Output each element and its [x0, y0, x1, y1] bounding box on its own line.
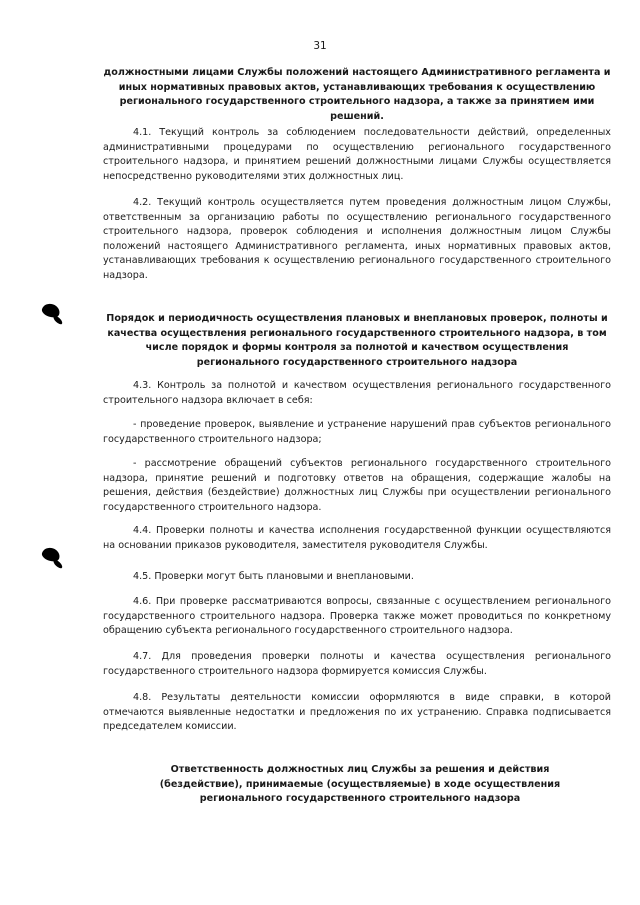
paragraph-4-5: 4.5. Проверки могут быть плановыми и внеплановыми.: [133, 571, 414, 582]
page-number: 31: [313, 40, 327, 52]
paragraph-4-8: 4.8. Результаты деятельности комиссии оформляются в виде справки, в которой отмечаются выявленные недостатки и предложения по их устранению. Справка подписывается председателем комиссии.: [103, 692, 611, 733]
punch-hole-mark: [40, 546, 61, 564]
paragraph-4-7: 4.7. Для проведения проверки полноты и качества осуществления регионального государственного строительного надзора формируется комиссия Службы.: [103, 651, 611, 677]
section-heading-responsibility: Ответственность должностных лиц Службы за решения и действия (бездействие), принимаемые (осуществляемые) в ходе осуществления регионального государственного строительного надзора: [159, 764, 561, 805]
paragraph-4-3: 4.3. Контроль за полнотой и качеством осуществления регионального государственного строительного надзора включает в себя:: [103, 380, 611, 406]
list-item-inspections: - проведение проверок, выявление и устранение нарушений прав субъектов регионального государственного строительного надзора;: [103, 419, 611, 445]
punch-hole-mark: [40, 302, 61, 320]
paragraph-4-1: 4.1. Текущий контроль за соблюдением последовательности действий, определенных административными процедурами по осуществлению регионального государственного строительного надзора, и принятием решений должностными лицами Службы осуществляется непосредственно руководителями этих должностных лиц.: [103, 127, 611, 182]
intro-heading: должностными лицами Службы положений настоящего Административного регламента и иных нормативных правовых актов, устанавливающих требования к осуществлению регионального государственного строительного надзора, а также за принятием ими решений.: [103, 67, 611, 122]
section-heading-inspections: Порядок и периодичность осуществления плановых и внеплановых проверок, полноты и качества осуществления регионального государственного строительного надзора, в том числе порядок и формы контроля за полнотой и качеством осуществления регионального государственного строительного надзора: [106, 313, 608, 368]
paragraph-4-2: 4.2. Текущий контроль осуществляется путем проведения должностным лицом Службы, ответственным за организацию работы по осуществлению регионального государственного строительного надзора, проверок соблюдения и исполнения должностным лицом Службы положений настоящего Административного регламента, иных нормативных правовых актов, устанавливающих требования к осуществлению регионального государственного строительного надзора.: [103, 197, 611, 281]
list-item-appeals: - рассмотрение обращений субъектов регионального государственного строительного надзора, принятие решений и подготовку ответов на обращения, содержащие жалобы на решения, действия (бездействие) должностных лиц Службы при осуществлении регионального государственного строительного надзора.: [103, 458, 611, 513]
paragraph-4-6: 4.6. При проверке рассматриваются вопросы, связанные с осуществлением регионального государственного строительного надзора. Проверка также может проводиться по конкретному обращению субъекта регионального государственного строительного надзора.: [103, 596, 611, 637]
paragraph-4-4: 4.4. Проверки полноты и качества исполнения государственной функции осуществляются на основании приказов руководителя, заместителя руководителя Службы.: [103, 525, 611, 551]
